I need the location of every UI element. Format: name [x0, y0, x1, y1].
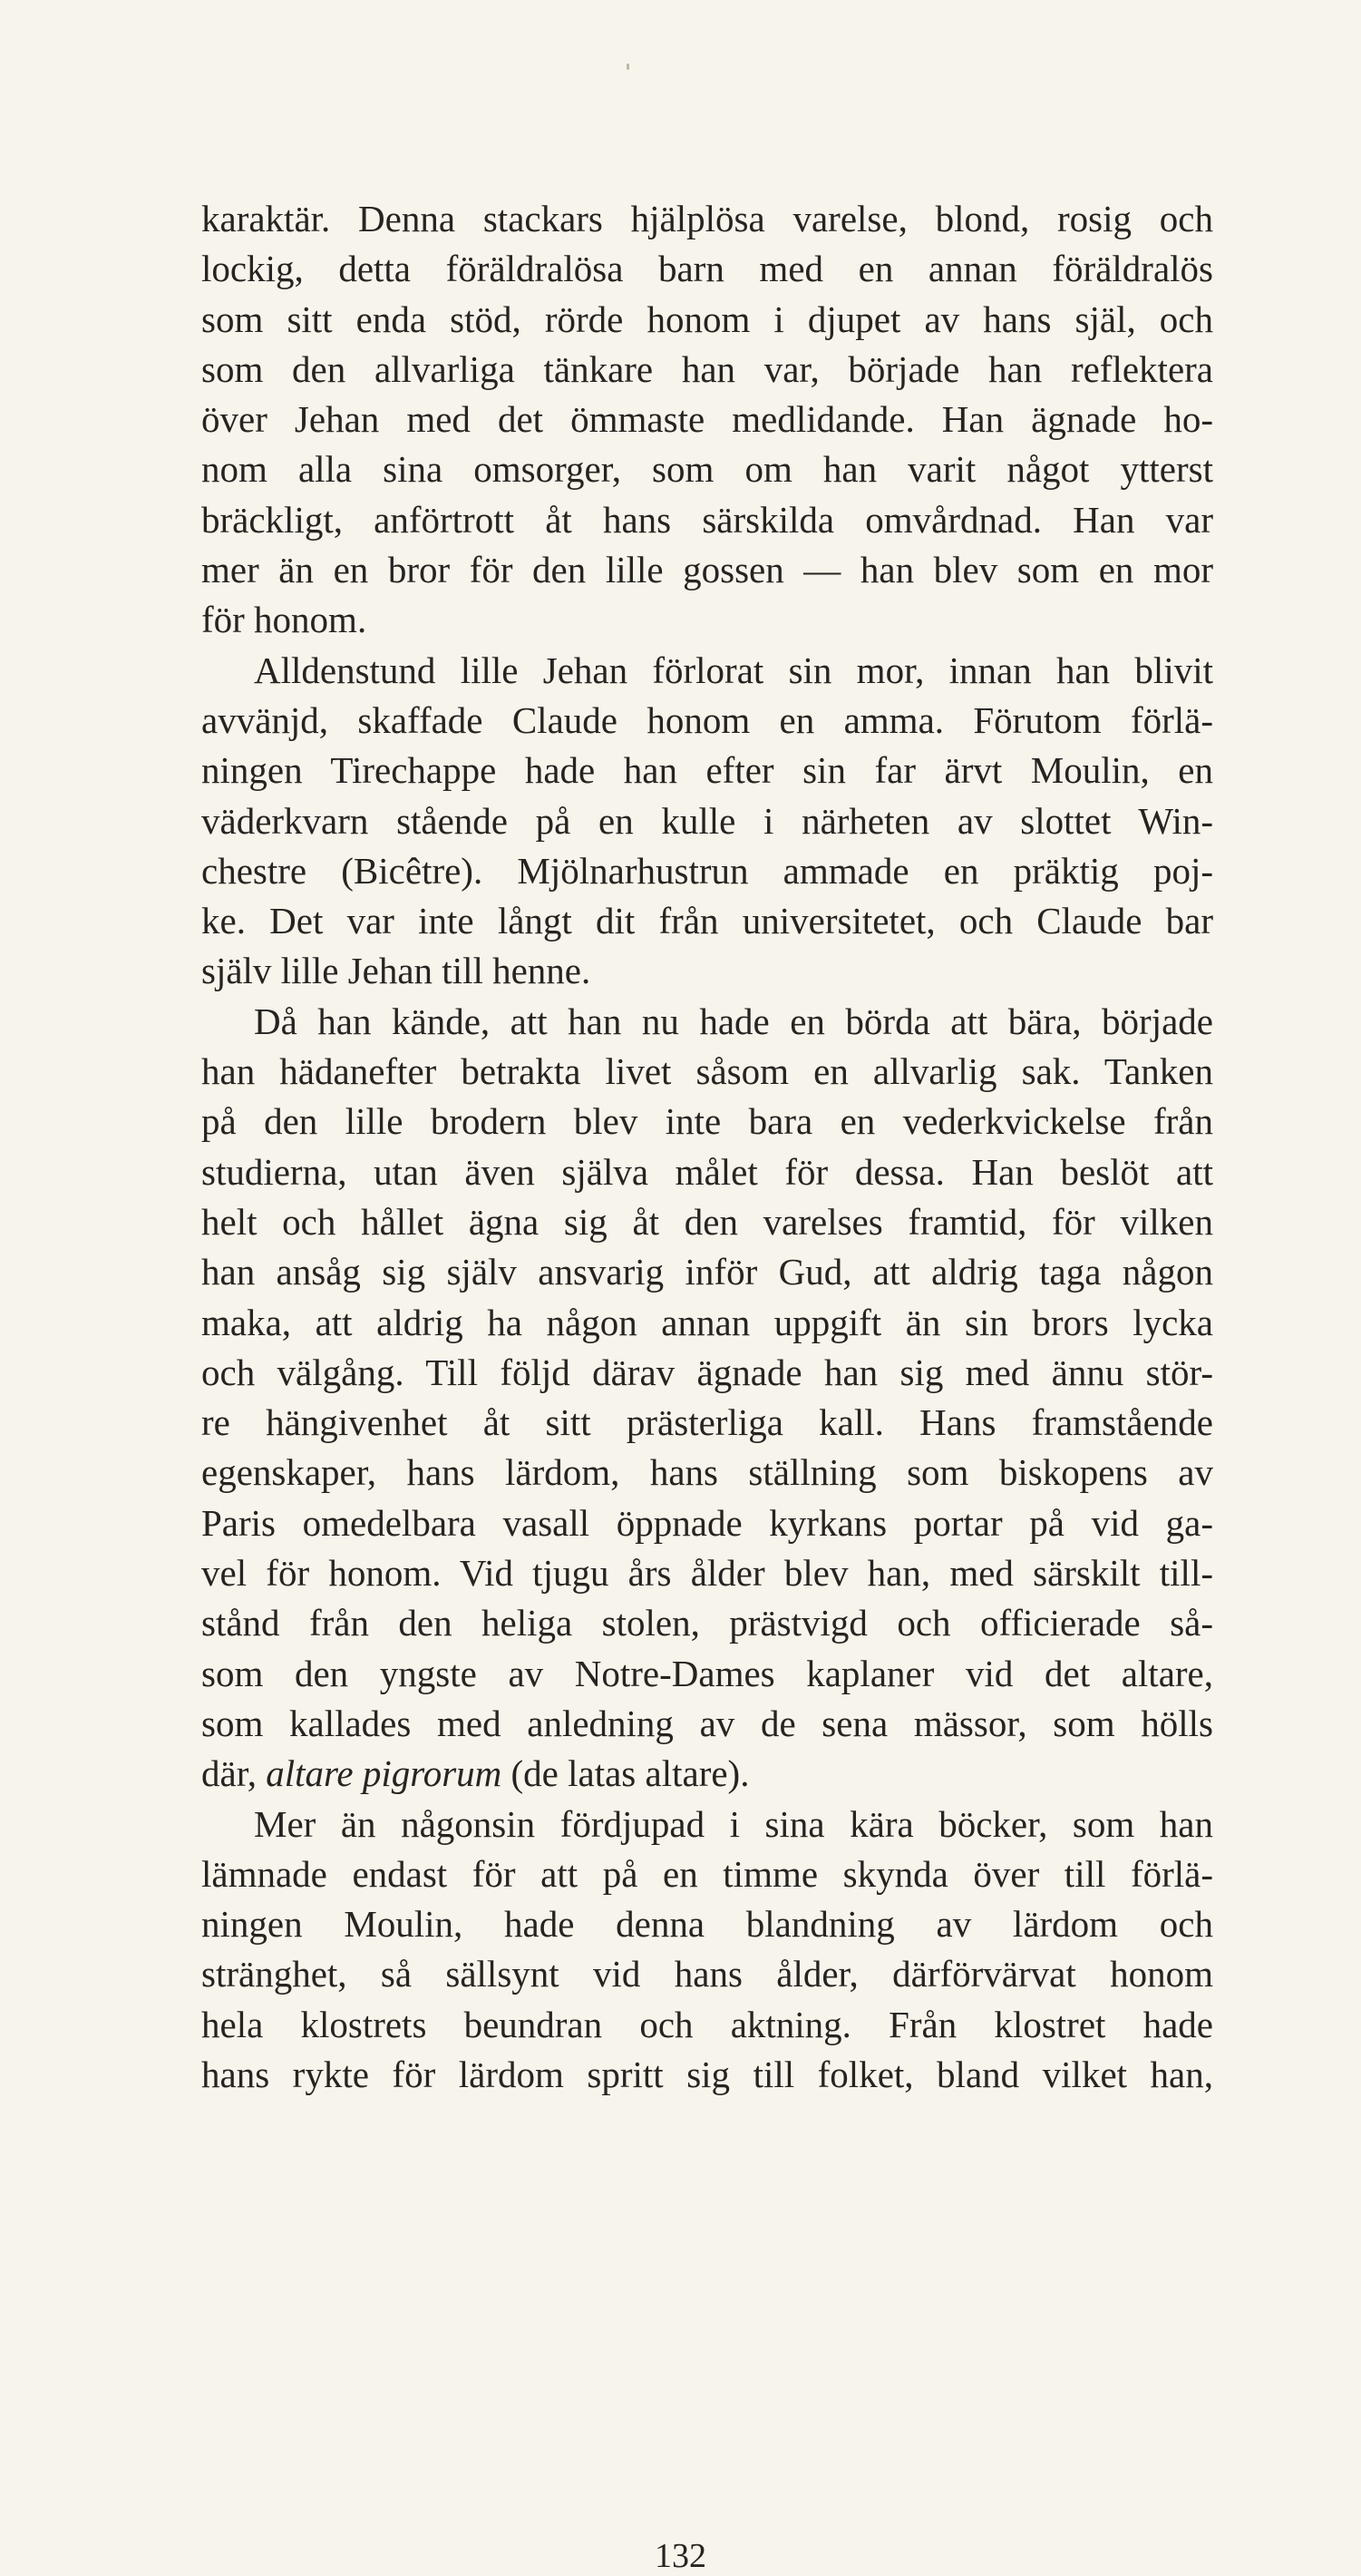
text-line: och välgång. Till följd därav ägnade han sig med ännu stör- — [201, 1351, 1213, 1393]
text-line: vel för honom. Vid tjugu års ålder blev han, med särskilt till- — [201, 1552, 1213, 1595]
text-line-with-latin — [201, 1749, 1213, 1799]
text-line: han hädanefter betrakta livet såsom en allvarlig sak. Tanken — [201, 1050, 1213, 1093]
text-line: hela klostrets beundran och aktning. Från klostret hade — [201, 2003, 1213, 2045]
text-line: som den allvarliga tänkare han var, började han reflektera — [201, 347, 1213, 390]
text-line: karaktär. Denna stackars hjälplösa varelse, blond, rosig och — [201, 198, 1213, 239]
text-line: avvänjd, skaffade Claude honom en amma. Förutom förlä- — [201, 698, 1213, 741]
text-line: Alldenstund lille Jehan förlorat sin mor, innan han blivit — [254, 649, 1213, 691]
text-line: på den lille brodern blev inte bara en vederkvickelse från — [201, 1100, 1213, 1143]
text-line: mer än en bror för den lille gossen — han blev som en mor — [201, 549, 1213, 591]
latin-phrase: altare pigrorum — [266, 1752, 502, 1795]
text-line: Då han kände, att han nu hade en börda att bära, började — [254, 1000, 1213, 1042]
text-line: väderkvarn stående på en kulle i närheten av slottet Win- — [201, 799, 1213, 842]
text-line: han ansåg sig själv ansvarig inför Gud, att aldrig taga någon — [201, 1251, 1213, 1293]
text-line: ke. Det var inte långt dit från universitetet, och Claude bar — [201, 900, 1213, 942]
text-line: chestre (Bicêtre). Mjölnarhustrun ammade en präktig poj- — [201, 849, 1213, 892]
text-line: hans rykte för lärdom spritt sig till folket, bland vilket han, — [201, 2053, 1213, 2095]
text-line: egenskaper, hans lärdom, hans ställning som biskopens av — [201, 1451, 1213, 1494]
text-line: helt och hållet ägna sig åt den varelses framtid, för vilken — [201, 1200, 1213, 1243]
text-line: lämnade endast för att på en timme skynda över till förlä- — [201, 1852, 1213, 1895]
closing-text-before: där, — [201, 1752, 267, 1795]
text-line: nom alla sina omsorger, som om han varit något ytterst — [201, 448, 1213, 491]
text-line: själv lille Jehan till henne. — [201, 950, 591, 992]
text-line: maka, att aldrig ha någon annan uppgift än sin brors lycka — [201, 1301, 1213, 1343]
text-line: som kallades med anledning av de sena mässor, som hölls — [201, 1702, 1213, 1744]
paper-speck — [627, 63, 629, 70]
closing-text-after: (de latas altare). — [501, 1752, 750, 1795]
text-line: för honom. — [201, 599, 367, 641]
text-line: över Jehan med det ömmaste medlidande. Han ägnade ho- — [201, 398, 1213, 441]
text-line: stånd från den heliga stolen, prästvigd och officierade så- — [201, 1602, 1213, 1644]
text-line: Paris omedelbara vasall öppnade kyrkans portar på vid ga- — [201, 1501, 1213, 1544]
text-line: bräckligt, anförtrott åt hans särskilda omvårdnad. Han var — [201, 498, 1213, 541]
text-line: lockig, detta föräldralösa barn med en annan föräldralös — [201, 248, 1213, 290]
text-line: re hängivenhet åt sitt prästerliga kall. Hans framstående — [201, 1401, 1213, 1444]
text-line: som den yngste av Notre-Dames kaplaner vid det altare, — [201, 1652, 1213, 1694]
text-line: Mer än någonsin fördjupad i sina kära böcker, som han — [254, 1802, 1213, 1845]
text-line: stränghet, så sällsynt vid hans ålder, därförvärvat honom — [201, 1953, 1213, 1995]
page-number: 132 — [655, 2537, 706, 2575]
text-line: studierna, utan även själva målet för dessa. Han beslöt att — [201, 1150, 1213, 1193]
text-line: ningen Moulin, hade denna blandning av lärdom och — [201, 1903, 1213, 1946]
text-line: som sitt enda stöd, rörde honom i djupet av hans själ, och — [201, 298, 1213, 340]
text-line: ningen Tirechappe hade han efter sin far ärvt Moulin, en — [201, 749, 1213, 792]
body-text — [201, 194, 1213, 2100]
